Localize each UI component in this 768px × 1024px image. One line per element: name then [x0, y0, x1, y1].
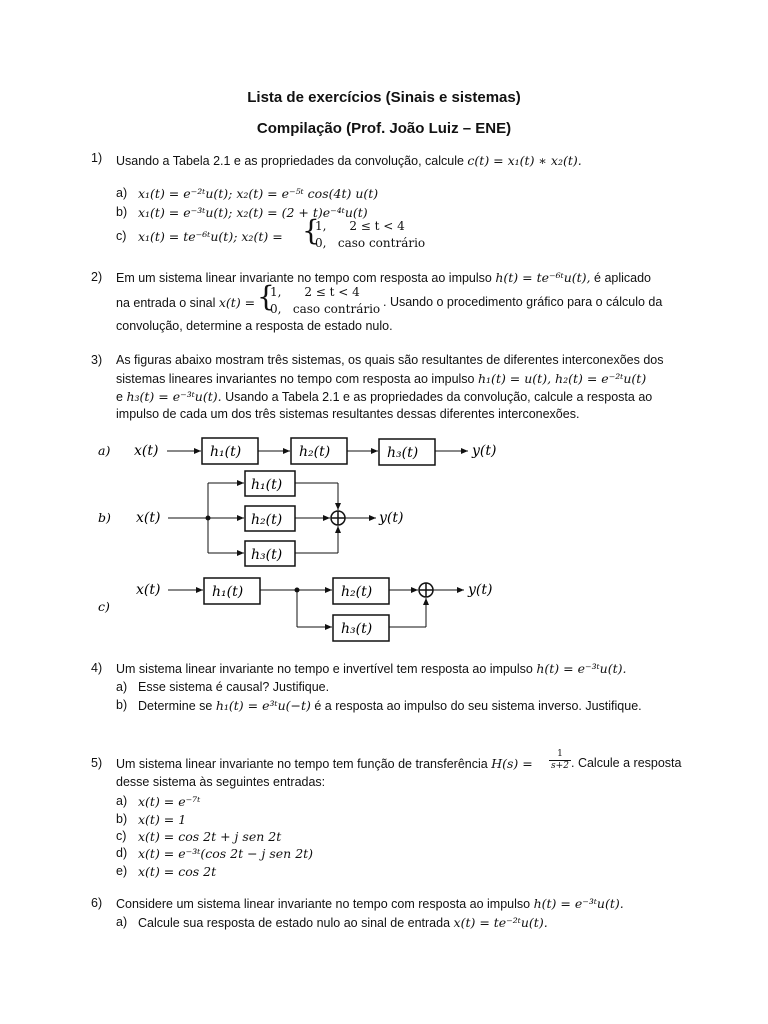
input-signal-label: x(t) — [136, 510, 161, 526]
question-6-item-a — [138, 915, 548, 930]
item-label: a) — [116, 680, 128, 694]
piecewise-case: 1, 2 ≤ t < 4 — [315, 219, 405, 233]
question-text: . Usando o procedimento gráfico para o cálculo da — [383, 295, 663, 309]
item-label: a) — [116, 794, 128, 808]
math-expression: h₁(t) = e³ᵗu(−t) — [215, 698, 311, 713]
question-text: Calcule sua resposta de estado nulo ao sinal de entrada — [138, 916, 451, 930]
math-expression: h(t) = e⁻³ᵗu(t). — [533, 896, 624, 911]
question-text: . Calcule a resposta — [571, 756, 682, 770]
math-expression: c(t) = x₁(t) ∗ x₂(t). — [467, 153, 582, 168]
h3-label: h₃(t) — [341, 621, 373, 637]
transfer-function-fraction — [549, 749, 571, 772]
input-signal-label: x(t) — [136, 582, 161, 598]
item-expression: x(t) = cos 2t — [138, 864, 217, 879]
output-signal-label: y(t) — [472, 443, 497, 459]
h3-label: h₃(t) — [387, 445, 419, 461]
question-text: desse sistema às seguintes entradas: — [116, 775, 326, 789]
question-text: é aplicado — [594, 271, 652, 285]
question-text: Considere um sistema linear invariante no tempo com resposta ao impulso — [116, 897, 531, 911]
question-6-text — [116, 896, 624, 911]
h2-label: h₂(t) — [251, 512, 283, 528]
item-expression: x(t) = e⁻³ᵗ(cos 2t − j sen 2t) — [138, 846, 314, 861]
document-title: Lista de exercícios (Sinais e sistemas) — [247, 89, 521, 106]
diagram-label: a) — [98, 443, 111, 458]
question-number: 4) — [91, 661, 103, 675]
output-signal-label: y(t) — [379, 510, 404, 526]
h2-label: h₂(t) — [299, 444, 331, 460]
item-expression: x(t) = e⁻⁷ᵗ — [138, 794, 201, 809]
question-text: convolução, determine a resposta de estado nulo. — [116, 319, 393, 333]
diagram-a — [98, 438, 496, 465]
piecewise-case: 0, caso contrário — [315, 236, 426, 250]
math-expression: h(t) = e⁻³ᵗu(t). — [536, 661, 627, 676]
question-text: Um sistema linear invariante no tempo e invertível tem resposta ao impulso — [116, 662, 533, 676]
question-text: Um sistema linear invariante no tempo tem função de transferência — [116, 757, 488, 771]
question-number: 2) — [91, 270, 103, 284]
math-expression: x(t) = — [218, 295, 256, 310]
h3-label: h₃(t) — [251, 547, 283, 563]
document-subtitle: Compilação (Prof. João Luiz – ENE) — [256, 120, 512, 137]
question-text: Usando a Tabela 2.1 e as propriedades da convolução, calcule a resposta ao — [225, 390, 653, 404]
item-label: b) — [116, 812, 128, 826]
item-label: b) — [116, 698, 128, 712]
math-expression: x(t) = te⁻²ᵗu(t). — [453, 915, 548, 930]
item-label: c) — [116, 229, 127, 243]
h1-label: h₁(t) — [212, 584, 244, 600]
question-number: 5) — [91, 756, 103, 770]
item-expression: x₁(t) = e⁻³ᵗu(t); x₂(t) = (2 + t)e⁻⁴ᵗu(t) — [138, 205, 368, 220]
question-text: Determine se — [138, 699, 213, 713]
fraction-denominator: s+2 — [549, 760, 571, 772]
math-expression: h(t) = te⁻⁶ᵗu(t), — [495, 270, 591, 285]
item-label: b) — [116, 205, 128, 219]
question-4-item-b — [138, 698, 642, 713]
question-number: 1) — [91, 151, 103, 165]
math-expression: h₁(t) = u(t), h₂(t) = e⁻²ᵗu(t) — [478, 371, 647, 386]
item-label: c) — [116, 829, 127, 843]
fraction-numerator: 1 — [557, 749, 563, 759]
piecewise-case: 0, caso contrário — [270, 302, 381, 316]
diagram-label: b) — [98, 510, 111, 525]
brace-icon: { — [302, 214, 320, 247]
item-expression: x₁(t) = e⁻²ᵗu(t); x₂(t) = e⁻⁵ᵗ cos(4t) u(t) — [138, 186, 379, 201]
question-text: Usando a Tabela 2.1 e as propriedades da convolução, calcule — [116, 154, 464, 168]
question-text: Em um sistema linear invariante no tempo com resposta ao impulso — [116, 271, 492, 285]
math-expression: h₃(t) = e⁻³ᵗu(t). — [126, 389, 222, 404]
question-text: é a resposta ao impulso do seu sistema inverso. Justifique. — [314, 699, 642, 713]
h1-label: h₁(t) — [251, 477, 283, 493]
input-signal-label: x(t) — [134, 443, 159, 459]
question-text: sistemas lineares invariantes no tempo com resposta ao impulso — [116, 372, 475, 386]
item-expression: x(t) = cos 2t + j sen 2t — [138, 829, 282, 844]
item-label: e) — [116, 864, 128, 878]
item-label: a) — [116, 915, 128, 929]
diagram-b — [98, 471, 403, 566]
item-label: d) — [116, 846, 128, 860]
h2-label: h₂(t) — [341, 584, 373, 600]
question-text: na entrada o sinal — [116, 296, 216, 310]
question-text: e — [116, 390, 123, 404]
diagram-c — [98, 578, 492, 641]
item-text: Esse sistema é causal? Justifique. — [138, 680, 330, 694]
question-text: impulso de cada um dos três sistemas resultantes dessas diferentes interconexões. — [116, 407, 580, 421]
piecewise-case: 1, 2 ≤ t < 4 — [270, 285, 360, 299]
question-number: 6) — [91, 896, 103, 910]
diagram-label: c) — [98, 599, 110, 614]
question-number: 3) — [91, 353, 103, 367]
question-text: As figuras abaixo mostram três sistemas, os quais são resultantes de diferentes interconexões dos — [116, 353, 664, 367]
item-label: a) — [116, 186, 128, 200]
h1-label: h₁(t) — [210, 444, 242, 460]
item-expression: x(t) = 1 — [138, 812, 187, 827]
math-expression: H(s) = — [491, 756, 533, 771]
question-5-line-1a — [116, 756, 533, 771]
item-expression: x₁(t) = te⁻⁶ᵗu(t); x₂(t) = — [138, 229, 283, 244]
brace-icon: { — [257, 280, 275, 313]
output-signal-label: y(t) — [468, 582, 493, 598]
question-4-text — [116, 661, 626, 676]
